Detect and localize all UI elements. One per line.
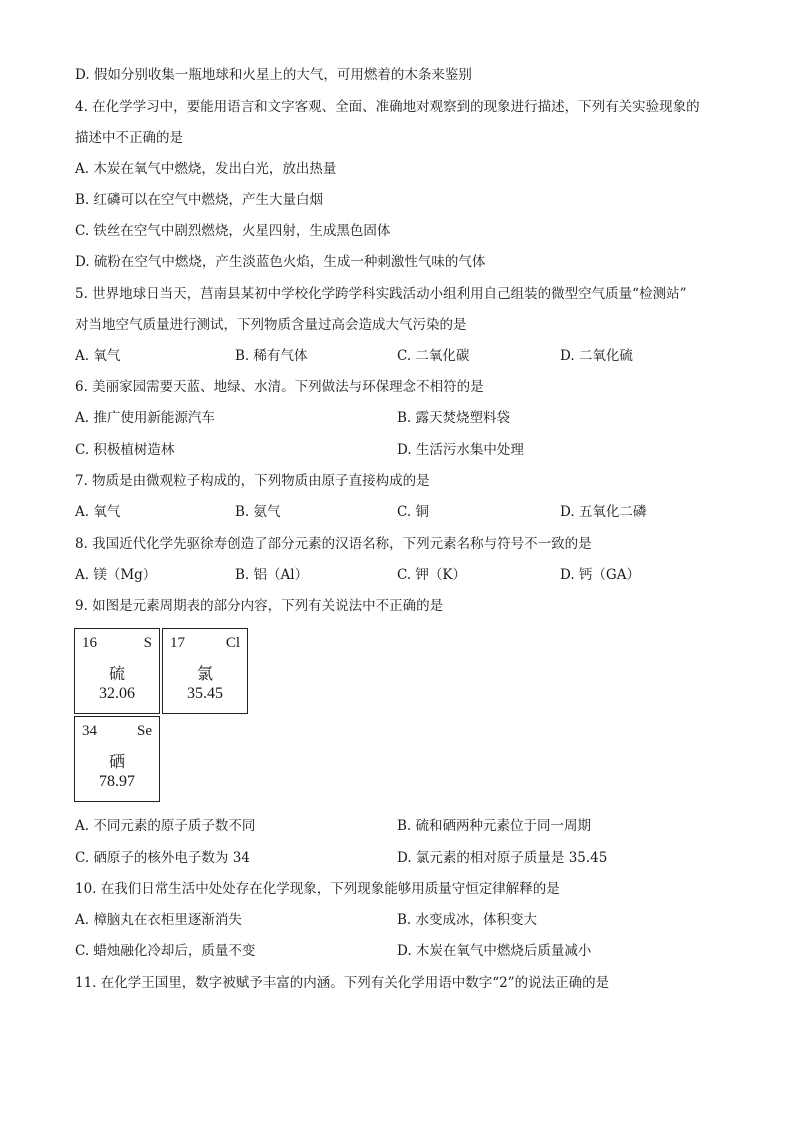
element-cell-selenium (74, 716, 160, 802)
q10-option-d: D. 木炭在氧气中燃烧后质量减小 (397, 943, 592, 959)
q7-stem: 7. 物质是由微观粒子构成的，下列物质由原子直接构成的是 (75, 473, 430, 489)
atomic-mass: 32.06 (99, 685, 135, 702)
q8-option-a: A. 镁（Mg） (75, 567, 157, 583)
q4-option-a: A. 木炭在氧气中燃烧，发出白光，放出热量 (75, 161, 337, 177)
q9-option-b: B. 硫和硒两种元素位于同一周期 (397, 818, 592, 834)
q5-option-b: B. 稀有气体 (235, 348, 308, 364)
atomic-number: 17 (170, 635, 185, 651)
q5-option-c: C. 二氧化碳 (397, 348, 470, 364)
q8-option-d: D. 钙（GA） (560, 567, 640, 583)
q4-option-c: C. 铁丝在空气中剧烈燃烧，火星四射，生成黑色固体 (75, 223, 391, 239)
q7-option-c: C. 铜 (397, 504, 429, 520)
q10-option-c: C. 蜡烛融化冷却后，质量不变 (75, 943, 256, 959)
q8-option-b: B. 铝（Al） (235, 567, 309, 583)
q9-option-c: C. 硒原子的核外电子数为 34 (75, 850, 250, 866)
q6-option-d: D. 生活污水集中处理 (397, 442, 524, 458)
q6-stem: 6. 美丽家园需要天蓝、地绿、水清。下列做法与环保理念不相符的是 (75, 379, 484, 395)
q6-option-c: C. 积极植树造林 (75, 442, 175, 458)
q4-option-d: D. 硫粉在空气中燃烧，产生淡蓝色火焰，生成一种刺激性气味的气体 (75, 254, 486, 270)
q10-option-b: B. 水变成冰，体积变大 (397, 912, 538, 928)
q8-option-c: C. 钾（K） (397, 567, 467, 583)
q4-stem-line2: 描述中不正确的是 (75, 130, 183, 146)
element-symbol: S (143, 635, 152, 651)
periodic-table-fragment (74, 628, 250, 804)
element-cell-sulfur (74, 628, 160, 714)
q10-stem: 10. 在我们日常生活中处处存在化学现象，下列现象能够用质量守恒定律解释的是 (75, 881, 560, 897)
element-name: 硫 (108, 664, 125, 683)
q3-option-d: D. 假如分别收集一瓶地球和火星上的大气，可用燃着的木条来鉴别 (75, 67, 472, 83)
atomic-number: 34 (82, 723, 97, 739)
element-name: 氯 (196, 664, 213, 683)
q11-stem: 11. 在化学王国里，数字被赋予丰富的内涵。下列有关化学用语中数字“2”的说法正确的是 (75, 975, 610, 991)
atomic-number: 16 (82, 635, 97, 651)
q5-stem-line2: 对当地空气质量进行测试，下列物质含量过高会造成大气污染的是 (75, 317, 467, 333)
atomic-mass: 35.45 (187, 685, 223, 702)
q9-option-d: D. 氯元素的相对原子质量是 35.45 (397, 850, 608, 866)
q8-stem: 8. 我国近代化学先驱徐寿创造了部分元素的汉语名称，下列元素名称与符号不一致的是 (75, 536, 592, 552)
q4-stem-line1: 4. 在化学学习中，要能用语言和文字客观、全面、准确地对观察到的现象进行描述，下列有关实验现象的 (75, 99, 700, 115)
atomic-mass: 78.97 (99, 773, 135, 790)
element-symbol: Se (137, 723, 152, 739)
q4-option-b: B. 红磷可以在空气中燃烧，产生大量白烟 (75, 192, 324, 208)
element-name: 硒 (108, 752, 125, 771)
element-symbol: Cl (225, 635, 240, 651)
q7-option-d: D. 五氧化二磷 (560, 504, 647, 520)
q5-option-a: A. 氧气 (75, 348, 121, 364)
q9-stem: 9. 如图是元素周期表的部分内容，下列有关说法中不正确的是 (75, 598, 444, 614)
q7-option-a: A. 氧气 (75, 504, 121, 520)
q7-option-b: B. 氨气 (235, 504, 281, 520)
q6-option-a: A. 推广使用新能源汽车 (75, 410, 215, 426)
q5-stem-line1: 5. 世界地球日当天，莒南县某初中学校化学跨学科实践活动小组利用自己组装的微型空气质量“检测站” (75, 286, 687, 302)
q9-option-a: A. 不同元素的原子质子数不同 (75, 818, 256, 834)
q5-option-d: D. 二氧化硫 (560, 348, 633, 364)
q6-option-b: B. 露天焚烧塑料袋 (397, 410, 511, 426)
element-cell-chlorine (162, 628, 248, 714)
q10-option-a: A. 樟脑丸在衣柜里逐渐消失 (75, 912, 242, 928)
